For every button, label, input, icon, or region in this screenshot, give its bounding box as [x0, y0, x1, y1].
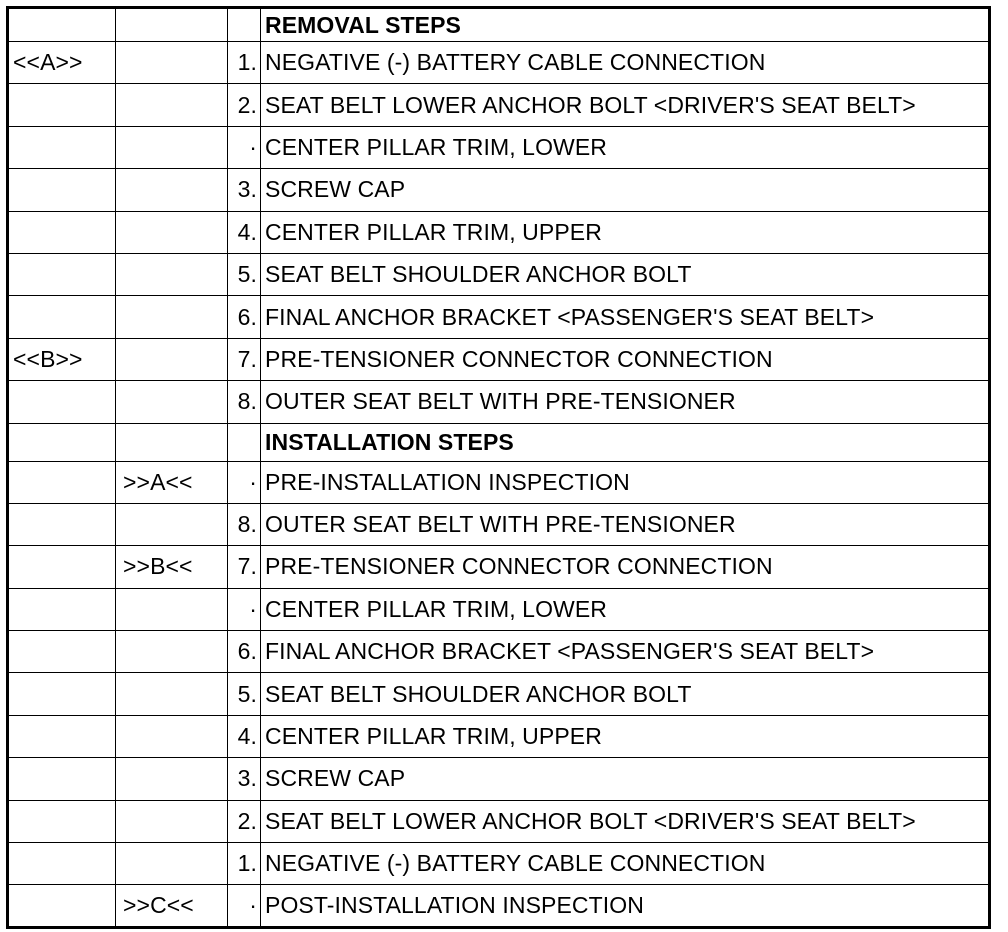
removal-code: <<A>> — [8, 42, 116, 84]
install-code — [116, 338, 228, 380]
step-number: 3. — [228, 169, 261, 211]
step-number: · — [228, 588, 261, 630]
step-number-cell — [228, 8, 261, 42]
removal-code — [8, 843, 116, 885]
installation-step-row — [8, 546, 990, 588]
install-code — [116, 843, 228, 885]
install-code: >>B<< — [116, 546, 228, 588]
removal-code — [8, 758, 116, 800]
step-number-cell — [228, 423, 261, 461]
step-number: · — [228, 461, 261, 503]
step-number: 1. — [228, 843, 261, 885]
removal-code — [8, 673, 116, 715]
step-number: 7. — [228, 546, 261, 588]
removal-code-cell — [8, 8, 116, 42]
step-number: 8. — [228, 503, 261, 545]
install-code — [116, 381, 228, 423]
install-code-cell — [116, 423, 228, 461]
installation-heading-row — [8, 423, 990, 461]
step-description: OUTER SEAT BELT WITH PRE-TENSIONER — [261, 503, 990, 545]
installation-step-row — [8, 588, 990, 630]
removal-step-row — [8, 381, 990, 423]
install-code — [116, 715, 228, 757]
installation-step-row — [8, 800, 990, 842]
removal-code — [8, 211, 116, 253]
step-description: SCREW CAP — [261, 758, 990, 800]
removal-code — [8, 84, 116, 126]
removal-code — [8, 461, 116, 503]
removal-step-row — [8, 169, 990, 211]
step-number: 6. — [228, 631, 261, 673]
step-description: CENTER PILLAR TRIM, UPPER — [261, 211, 990, 253]
step-description: FINAL ANCHOR BRACKET <PASSENGER'S SEAT BELT> — [261, 631, 990, 673]
step-number: 3. — [228, 758, 261, 800]
installation-step-row — [8, 843, 990, 885]
step-description: SEAT BELT SHOULDER ANCHOR BOLT — [261, 673, 990, 715]
step-description: PRE-TENSIONER CONNECTOR CONNECTION — [261, 546, 990, 588]
step-number: 8. — [228, 381, 261, 423]
step-description: SCREW CAP — [261, 169, 990, 211]
step-number: 4. — [228, 715, 261, 757]
installation-step-row — [8, 758, 990, 800]
step-description: PRE-INSTALLATION INSPECTION — [261, 461, 990, 503]
step-description: CENTER PILLAR TRIM, LOWER — [261, 588, 990, 630]
install-code-cell — [116, 8, 228, 42]
removal-step-row — [8, 338, 990, 380]
installation-step-row — [8, 503, 990, 545]
installation-step-row — [8, 885, 990, 927]
install-code — [116, 169, 228, 211]
removal-installation-steps-table — [6, 6, 991, 929]
removal-code — [8, 296, 116, 338]
install-code — [116, 758, 228, 800]
step-description: CENTER PILLAR TRIM, UPPER — [261, 715, 990, 757]
install-code — [116, 211, 228, 253]
step-description: FINAL ANCHOR BRACKET <PASSENGER'S SEAT BELT> — [261, 296, 990, 338]
installation-step-row — [8, 461, 990, 503]
installation-steps-heading: INSTALLATION STEPS — [261, 423, 990, 461]
install-code — [116, 800, 228, 842]
removal-code — [8, 503, 116, 545]
step-number: 2. — [228, 84, 261, 126]
installation-step-row — [8, 631, 990, 673]
installation-step-row — [8, 715, 990, 757]
step-description: SEAT BELT LOWER ANCHOR BOLT <DRIVER'S SEAT BELT> — [261, 800, 990, 842]
install-code: >>A<< — [116, 461, 228, 503]
step-description: OUTER SEAT BELT WITH PRE-TENSIONER — [261, 381, 990, 423]
install-code — [116, 503, 228, 545]
removal-step-row — [8, 211, 990, 253]
step-number: 5. — [228, 253, 261, 295]
step-number: · — [228, 126, 261, 168]
removal-heading-row — [8, 8, 990, 42]
install-code — [116, 296, 228, 338]
step-description: SEAT BELT LOWER ANCHOR BOLT <DRIVER'S SEAT BELT> — [261, 84, 990, 126]
removal-code — [8, 381, 116, 423]
step-number: 1. — [228, 42, 261, 84]
install-code — [116, 253, 228, 295]
step-number: 5. — [228, 673, 261, 715]
removal-code — [8, 253, 116, 295]
removal-code: <<B>> — [8, 338, 116, 380]
install-code — [116, 126, 228, 168]
removal-code — [8, 588, 116, 630]
install-code: >>C<< — [116, 885, 228, 927]
removal-code-cell — [8, 423, 116, 461]
install-code — [116, 588, 228, 630]
removal-code — [8, 800, 116, 842]
step-number: 7. — [228, 338, 261, 380]
step-number: 2. — [228, 800, 261, 842]
removal-code — [8, 715, 116, 757]
step-description: NEGATIVE (-) BATTERY CABLE CONNECTION — [261, 843, 990, 885]
removal-step-row — [8, 84, 990, 126]
removal-code — [8, 885, 116, 927]
removal-step-row — [8, 253, 990, 295]
install-code — [116, 42, 228, 84]
install-code — [116, 84, 228, 126]
step-description: POST-INSTALLATION INSPECTION — [261, 885, 990, 927]
removal-steps-heading: REMOVAL STEPS — [261, 8, 990, 42]
step-number: 4. — [228, 211, 261, 253]
step-description: CENTER PILLAR TRIM, LOWER — [261, 126, 990, 168]
removal-code — [8, 126, 116, 168]
install-code — [116, 673, 228, 715]
removal-code — [8, 169, 116, 211]
install-code — [116, 631, 228, 673]
step-number: 6. — [228, 296, 261, 338]
removal-code — [8, 546, 116, 588]
step-description: NEGATIVE (-) BATTERY CABLE CONNECTION — [261, 42, 990, 84]
installation-step-row — [8, 673, 990, 715]
step-description: SEAT BELT SHOULDER ANCHOR BOLT — [261, 253, 990, 295]
removal-code — [8, 631, 116, 673]
step-description: PRE-TENSIONER CONNECTOR CONNECTION — [261, 338, 990, 380]
removal-step-row — [8, 296, 990, 338]
step-number: · — [228, 885, 261, 927]
removal-step-row — [8, 42, 990, 84]
removal-step-row — [8, 126, 990, 168]
